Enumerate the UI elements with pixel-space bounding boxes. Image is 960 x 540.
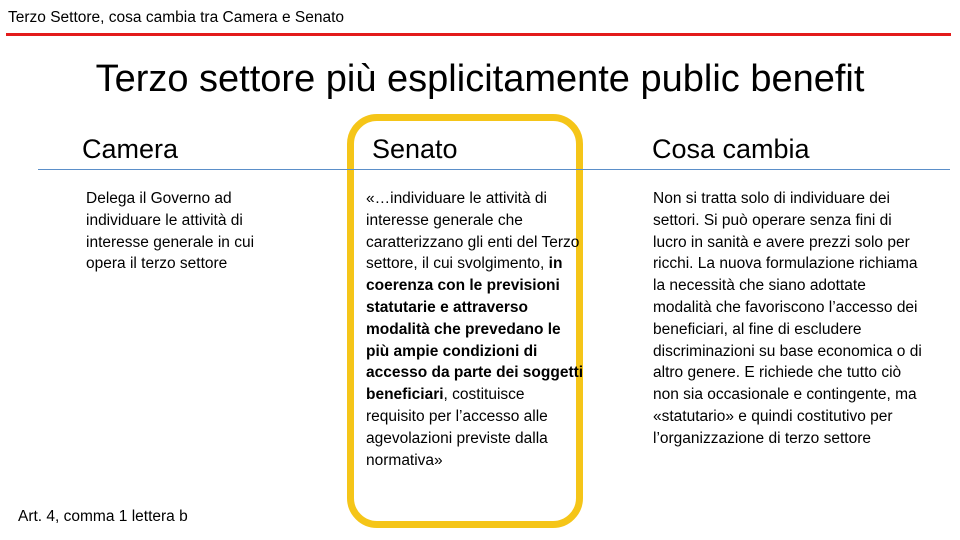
senato-text-bold: in coerenza con le previsioni statutarie e attraverso modalità che prevedano le più ampie condizioni di accesso da parte dei soggetti beneficiari bbox=[366, 255, 584, 404]
slide-title: Terzo settore più esplicitamente public benefit bbox=[95, 58, 865, 100]
header-title: Terzo Settore, cosa cambia tra Camera e Senato bbox=[8, 9, 344, 26]
column-heading-camera: Camera bbox=[82, 134, 179, 164]
senato-text-part1: «…individuare le attività di interesse generale che caratterizzano gli enti del Terzo settore, il cui svolgimento, bbox=[366, 190, 580, 273]
senato-text-part2: , costituisce requisito per l’accesso alle agevolazioni previste dalla normativa» bbox=[366, 386, 548, 469]
senato-text bbox=[366, 188, 584, 471]
column-heading-senato: Senato bbox=[372, 134, 458, 164]
column-header-divider bbox=[38, 169, 950, 170]
cosa-cambia-text: Non si tratta solo di individuare dei settori. Si può operare senza fini di lucro in sanità e avere prezzi solo per ricchi. La nuova formulazione richiama la necessità che siano adottate modalità che favoriscono l’accesso dei beneficiari, al fine di escludere discriminazioni su base economica o di altro genere. E richiede che tutto ciò non sia occasionale e contingente, ma «statutario» e quindi costitutivo per l’organizzazione di terzo settore bbox=[653, 190, 922, 447]
column-heading-cosa-cambia: Cosa cambia bbox=[652, 134, 810, 164]
footer-reference: Art. 4, comma 1 lettera b bbox=[18, 508, 188, 525]
camera-text: Delega il Governo ad individuare le attività di interesse generale in cui opera il terzo settore bbox=[86, 190, 255, 273]
header-divider bbox=[6, 33, 951, 36]
